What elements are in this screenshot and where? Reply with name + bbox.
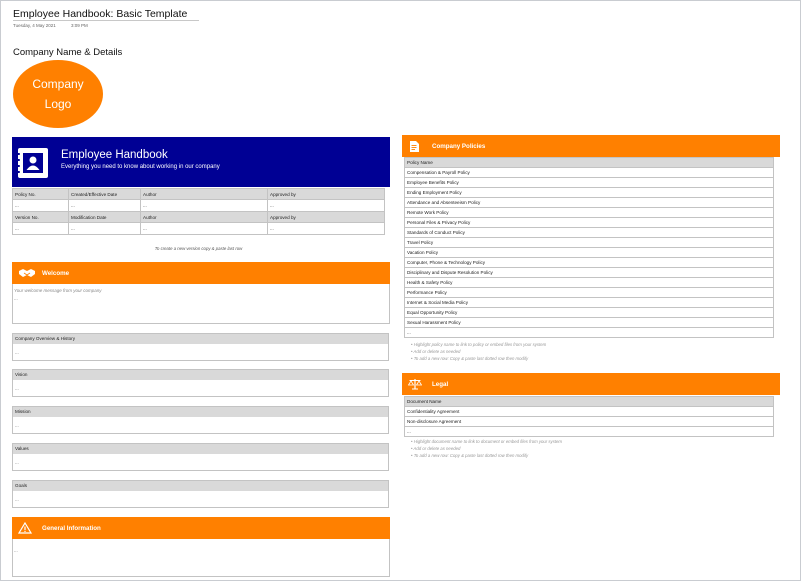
banner-subtitle: Everything you need to know about working in our company bbox=[61, 164, 220, 170]
policy-row[interactable]: Disciplinary and Dispute Resolution Policy bbox=[405, 268, 774, 278]
note-item: • To add a new row: Copy & paste last dotted row then modify bbox=[411, 355, 546, 362]
table-cell[interactable]: ... bbox=[69, 223, 141, 235]
table-header-cell: Approved by bbox=[268, 212, 385, 223]
legal-header bbox=[402, 373, 780, 395]
table-header-cell: Created/Effective Date bbox=[69, 189, 141, 200]
title-divider bbox=[13, 20, 199, 21]
document-icon bbox=[408, 140, 422, 152]
policy-row[interactable]: Personal Files & Privacy Policy bbox=[405, 218, 774, 228]
note-item: • To add a new row: Copy & paste last dotted row then modify bbox=[411, 452, 562, 459]
note-item: • Add or delete as needed bbox=[411, 348, 546, 355]
policy-row[interactable]: Equal Opportunity Policy bbox=[405, 308, 774, 318]
page-title[interactable]: Employee Handbook: Basic Template bbox=[13, 8, 188, 20]
policy-row[interactable]: ... bbox=[405, 328, 774, 338]
banner-title: Employee Handbook bbox=[61, 149, 168, 161]
page-date: Tuesday, 4 May 2021 bbox=[13, 23, 56, 28]
policy-row[interactable]: Travel Policy bbox=[405, 238, 774, 248]
policy-row[interactable]: Internet & Social Media Policy bbox=[405, 298, 774, 308]
table-header-cell: Author bbox=[141, 189, 268, 200]
policy-row[interactable]: Compensation & Payroll Policy bbox=[405, 168, 774, 178]
table-cell[interactable]: ... bbox=[13, 200, 69, 212]
policy-row[interactable]: Employee Benefits Policy bbox=[405, 178, 774, 188]
scales-icon bbox=[408, 378, 422, 390]
company-overview-field[interactable] bbox=[12, 333, 389, 361]
section-value: ... bbox=[15, 386, 19, 391]
policy-row[interactable]: Attendance and Absenteeism Policy bbox=[405, 198, 774, 208]
company-name-label[interactable]: Company Name & Details bbox=[13, 47, 123, 58]
section-value: ... bbox=[15, 460, 19, 465]
table-header-cell: Modification Date bbox=[69, 212, 141, 223]
version-table bbox=[12, 188, 385, 235]
goals-field[interactable] bbox=[12, 480, 389, 508]
general-info-heading: General Information bbox=[42, 524, 101, 532]
section-label: Vision bbox=[13, 370, 388, 380]
general-info-value: ... bbox=[14, 548, 18, 553]
company-policies-heading: Company Policies bbox=[432, 142, 486, 150]
legal-notes bbox=[411, 438, 562, 460]
welcome-placeholder: Your welcome message from your company bbox=[14, 288, 102, 293]
contact-book-icon bbox=[18, 148, 48, 178]
table-header-cell: Approved by bbox=[268, 189, 385, 200]
policy-row[interactable]: Performance Policy bbox=[405, 288, 774, 298]
legal-row[interactable]: Non-disclosure Agreement bbox=[405, 417, 774, 427]
table-cell[interactable]: ... bbox=[268, 223, 385, 235]
page-time: 3:09 PM bbox=[71, 23, 88, 28]
general-info-box[interactable] bbox=[12, 539, 390, 577]
table-cell[interactable]: ... bbox=[268, 200, 385, 212]
values-field[interactable] bbox=[12, 443, 389, 471]
table-cell[interactable]: ... bbox=[141, 223, 268, 235]
note-item: • Add or delete as needed bbox=[411, 445, 562, 452]
section-label: Values bbox=[13, 444, 388, 454]
logo-text-line1: Company bbox=[32, 77, 84, 91]
section-label: Goals bbox=[13, 481, 388, 491]
legal-heading: Legal bbox=[432, 380, 449, 388]
table-header-cell: Author bbox=[141, 212, 268, 223]
welcome-header bbox=[12, 262, 390, 284]
note-item: • Highlight policy name to link to policy or embed files from your system bbox=[411, 341, 546, 348]
table-cell[interactable]: ... bbox=[69, 200, 141, 212]
policy-row[interactable]: Standards of Conduct Policy bbox=[405, 228, 774, 238]
section-value: ... bbox=[15, 497, 19, 502]
table-header-cell: Document Name bbox=[405, 397, 774, 407]
welcome-value: ... bbox=[14, 296, 18, 301]
logo-text-line2: Logo bbox=[44, 97, 72, 111]
policy-row[interactable]: Sexual Harassment Policy bbox=[405, 318, 774, 328]
warning-icon bbox=[18, 522, 32, 534]
policy-row[interactable]: Computer, Phone & Technology Policy bbox=[405, 258, 774, 268]
version-table-note: To create a new version copy & paste last row bbox=[154, 246, 243, 251]
table-cell[interactable]: ... bbox=[13, 223, 69, 235]
policy-row[interactable]: Vacation Policy bbox=[405, 248, 774, 258]
welcome-message-box[interactable] bbox=[12, 284, 390, 324]
general-info-header bbox=[12, 517, 390, 539]
vision-field[interactable] bbox=[12, 369, 389, 397]
mission-field[interactable] bbox=[12, 406, 389, 434]
welcome-heading: Welcome bbox=[42, 269, 70, 277]
table-header-cell: Version No. bbox=[13, 212, 69, 223]
company-logo-placeholder[interactable] bbox=[13, 60, 103, 128]
table-header-cell: Policy No. bbox=[13, 189, 69, 200]
legal-table bbox=[404, 396, 774, 437]
handshake-icon bbox=[18, 267, 32, 279]
section-value: ... bbox=[15, 423, 19, 428]
policies-notes bbox=[411, 341, 546, 363]
policy-row[interactable]: Remote Work Policy bbox=[405, 208, 774, 218]
policy-row[interactable]: Health & Safety Policy bbox=[405, 278, 774, 288]
legal-row[interactable]: Confidentiality Agreement bbox=[405, 407, 774, 417]
policy-row[interactable]: Ending Employment Policy bbox=[405, 188, 774, 198]
table-header-cell: Policy Name bbox=[405, 158, 774, 168]
section-label: Mission bbox=[13, 407, 388, 417]
section-label: Company Overview & History bbox=[13, 334, 388, 344]
section-value: ... bbox=[15, 350, 19, 355]
policies-table bbox=[404, 157, 774, 338]
table-cell[interactable]: ... bbox=[141, 200, 268, 212]
handbook-banner bbox=[12, 137, 390, 187]
page-timestamp bbox=[13, 23, 102, 28]
legal-row[interactable]: ... bbox=[405, 427, 774, 437]
company-policies-header bbox=[402, 135, 780, 157]
note-item: • Highlight document name to link to document or embed files from your system bbox=[411, 438, 562, 445]
